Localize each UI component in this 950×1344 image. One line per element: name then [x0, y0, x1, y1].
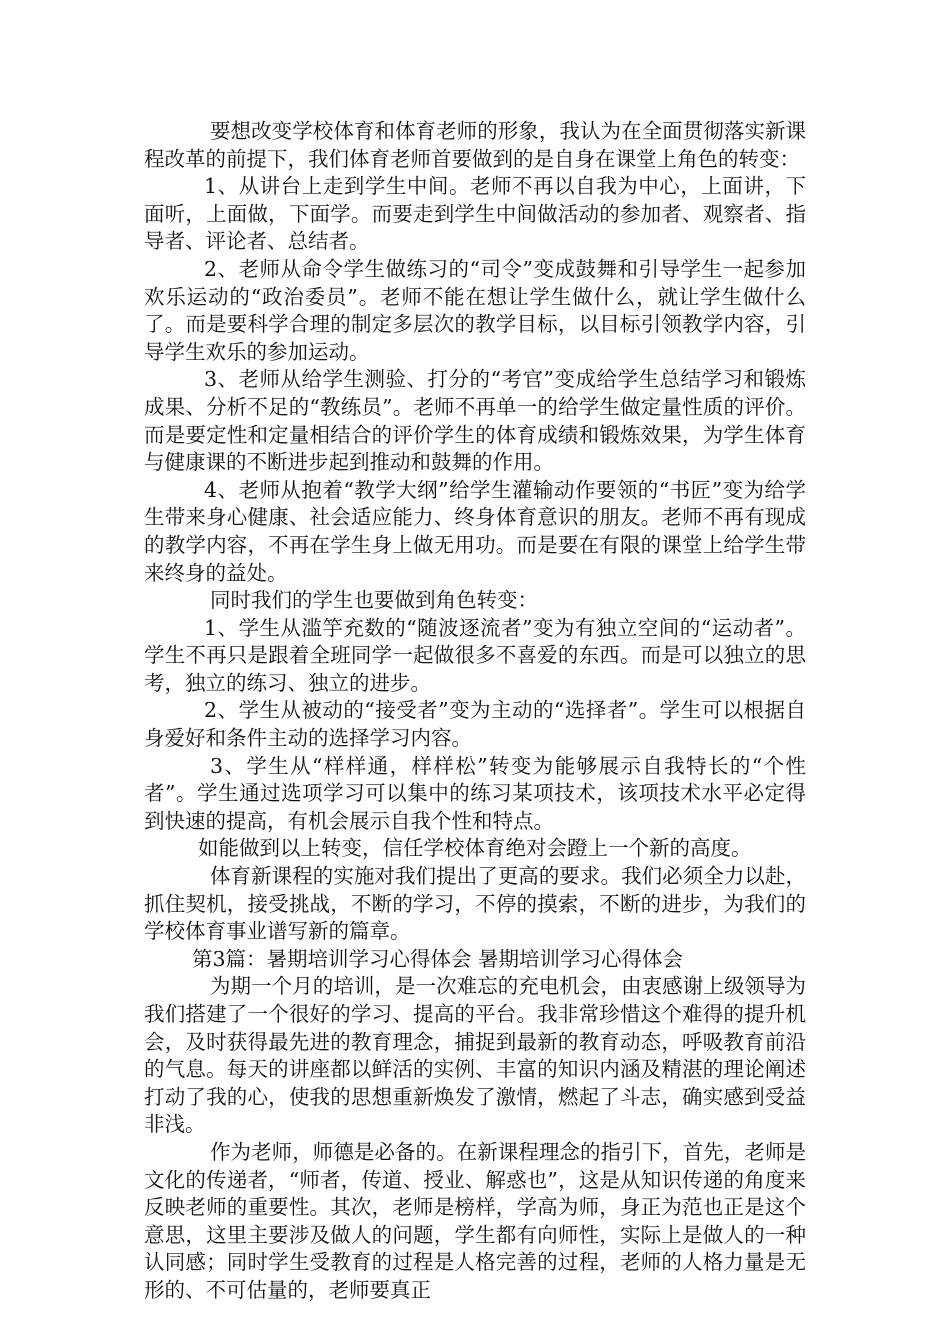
paragraph-closing: 体育新课程的实施对我们提出了更高的要求。我们必须全力以赴，抓住契机，接受挑战，不断的学习，不停的摸索，不断的进步，为我们的学校体育事业谱写新的篇章。 [144, 864, 806, 944]
paragraph-ethics: 作为老师，师德是必备的。在新课程理念的指引下，首先，老师是文化的传递者，“师者，传道、授业、解惑也”，这是从知识传递的角度来反映老师的重要性。其次，老师是榜样，学高为师，身正为范也正是这个意思，这里主要涉及做人的问题，学生都有向师性，实际上是做人的一种认同感；同时学生受教育的过程是人格完善的过程，老师的人格力量是无形的、不可估量的，老师要真正 [144, 1139, 806, 1302]
paragraph-student-1: 1、学生从滥竽充数的“随波逐流者”变为有独立空间的“运动者”。学生不再只是跟着全班同学一起做很多不喜爱的东西。而是可以独立的思考，独立的练习、独立的进步。 [144, 615, 806, 695]
paragraph-teacher-2: 2、老师从命令学生做练习的“司令”变成鼓舞和引导学生一起参加欢乐运动的“政治委员”。老师不能在想让学生做什么，就让学生做什么了。而是要科学合理的制定多层次的教学目标，以目标引领教学内容，引导学生欢乐的参加运动。 [144, 256, 806, 364]
paragraph-student-2: 2、学生从被动的“接受者”变为主动的“选择者”。学生可以根据自身爱好和条件主动的选择学习内容。 [144, 698, 806, 751]
section-heading: 第3篇：暑期培训学习心得体会 暑期培训学习心得体会 [192, 946, 684, 971]
paragraph-teacher-1: 1、从讲台上走到学生中间。老师不再以自我为中心，上面讲，下面听，上面做，下面学。而要走到学生中间做活动的参加者、观察者、指导者、评论者、总结者。 [144, 174, 806, 254]
paragraph-intro: 要想改变学校体育和体育老师的形象，我认为在全面贯彻落实新课程改革的前提下，我们体育老师首要做到的是自身在课堂上角色的转变： [144, 119, 806, 171]
paragraph-students-intro: 同时我们的学生也要做到角色转变： [210, 588, 538, 613]
paragraph-training: 为期一个月的培训，是一次难忘的充电机会，由衷感谢上级领导为我们搭建了一个很好的学习、提高的平台。我非常珍惜这个难得的提升机会，及时获得最先进的教育理念，捕捉到最新的教育动态，呼吸教育前沿的气息。每天的讲座都以鲜活的实例、丰富的知识内涵及精湛的理论阐述打动了我的心，使我的思想重新焕发了激情，燃起了斗志，确实感到受益非浅。 [144, 974, 806, 1137]
paragraph-teacher-3: 3、老师从给学生测验、打分的“考官”变成给学生总结学习和锻炼成果、分析不足的“教练员”。老师不再单一的给学生做定量性质的评价。而是要定性和定量相结合的评价学生的体育成绩和锻炼效果，为学生体育与健康课的不断进步起到推动和鼓舞的作用。 [144, 367, 806, 475]
paragraph-teacher-4: 4、老师从抱着“教学大纲”给学生灌输动作要领的“书匠”变为给学生带来身心健康、社会适应能力、终身体育意识的朋友。老师不再有现成的教学内容，不再在学生身上做无用功。而是要在有限的课堂上给学生带来终身的益处。 [144, 477, 806, 585]
paragraph-student-3: 3、学生从“样样通，样样松”转变为能够展示自我特长的“个性者”。学生通过选项学习可以集中的练习某项技术，该项技术水平必定得到快速的提高，有机会展示自我个性和特点。 [144, 753, 806, 833]
paragraph-conclusion: 如能做到以上转变，信任学校体育绝对会蹬上一个新的高度。 [198, 836, 752, 861]
document-body [144, 118, 806, 1305]
